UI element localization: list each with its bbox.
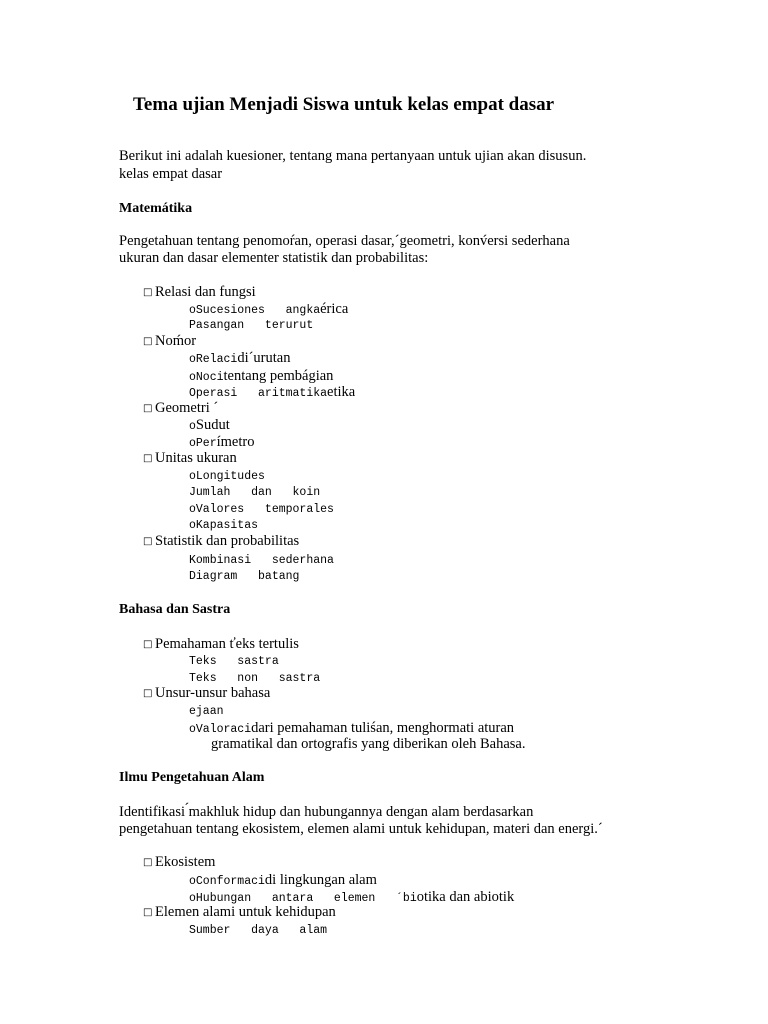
- subtopic-text: ímetro: [216, 434, 255, 450]
- bullet-box: □: [143, 336, 153, 347]
- subtopic-mono-text: oLongitudes: [189, 470, 265, 483]
- subtopic-item: [189, 516, 258, 534]
- bullet-box: □: [143, 857, 153, 868]
- topic-label: Statistik dan probabilitas: [155, 533, 300, 549]
- topic-item: [143, 400, 218, 417]
- topic-label: Noḿor: [155, 333, 197, 349]
- subtopic-item: [189, 417, 230, 435]
- subtopic-mono-text: oNoci: [189, 371, 224, 384]
- section-description: Identifikasi ́makhluk hidup dan hubungannya dengan alam berdasarkan: [119, 804, 534, 820]
- section-description: Pengetahuan tentang penomoŕan, operasi dasar,´geometri, konv́ersi sederhana: [119, 233, 570, 249]
- subtopic-mono-text: ejaan: [189, 705, 224, 718]
- section-heading-matematika: Matemátika: [119, 201, 193, 216]
- section-heading-bahasa: Bahasa dan Sastra: [119, 602, 231, 617]
- bullet-box: □: [143, 688, 153, 699]
- subtopic-mono-text: Diagram batang: [189, 570, 300, 583]
- topic-label: Pemahaman ťeks tertulis: [155, 636, 299, 652]
- subtopic-text: di´urutan: [237, 350, 291, 366]
- topic-label: Elemen alami untuk kehidupan: [155, 904, 336, 920]
- topic-item: [143, 685, 270, 702]
- subtopic-mono-text: Pasangan terurut: [189, 319, 314, 332]
- bullet-box: □: [143, 907, 153, 918]
- bullet-box: □: [143, 639, 153, 650]
- subtopic-item: [189, 483, 320, 501]
- topic-label: Relasi dan fungsi: [155, 284, 256, 300]
- subtopic-text: etika: [327, 384, 356, 400]
- subtopic-mono-text: oHubungan antara elemen ´bi: [189, 892, 417, 905]
- subtopic-item: [189, 652, 279, 670]
- bullet-box: □: [143, 287, 153, 298]
- subtopic-mono-text: Jumlah dan koin: [189, 486, 321, 499]
- subtopic-mono-text: oSucesiones angka: [189, 304, 321, 317]
- topic-label: Geometri ´: [155, 400, 219, 416]
- topic-item: [143, 533, 299, 550]
- intro-line: Berikut ini adalah kuesioner, tentang mana pertanyaan untuk ujian akan disusun.: [119, 148, 587, 164]
- subtopic-text: Sudut: [195, 417, 230, 433]
- topic-label: Unsur-unsur bahasa: [155, 685, 271, 701]
- bullet-box: □: [143, 453, 153, 464]
- topic-label: Unitas ukuran: [155, 450, 237, 466]
- subtopic-item: [189, 350, 290, 368]
- subtopic-item: [189, 872, 377, 890]
- intro-line: kelas empat dasar: [119, 166, 223, 182]
- subtopic-item: [189, 567, 299, 585]
- bullet-box: □: [143, 403, 153, 414]
- subtopic-text: tentang pembágian: [223, 368, 334, 384]
- subtopic-mono-text: Sumber daya alam: [189, 924, 328, 937]
- topic-item: [143, 284, 256, 301]
- section-heading-ipa: Ilmu Pengetahuan Alam: [119, 770, 265, 785]
- subtopic-item: [189, 921, 327, 939]
- section-description: ukuran dan dasar elementer statistik dan probabilitas:: [119, 250, 429, 266]
- topic-item: [143, 636, 299, 653]
- subtopic-mono-text: Teks sastra: [189, 655, 279, 668]
- subtopic-mono-text: Kombinasi sederhana: [189, 554, 334, 567]
- topic-item: [143, 450, 237, 467]
- section-description: pengetahuan tentang ekosistem, elemen alami untuk kehidupan, materi dan energi.´: [119, 821, 603, 837]
- subtopic-mono-text: oPer: [189, 437, 217, 450]
- subtopic-mono-text: oRelaci: [189, 353, 238, 366]
- subtopic-text: érica: [320, 301, 349, 317]
- subtopic-mono-text: oValoraci: [189, 723, 252, 736]
- bullet-box: □: [143, 536, 153, 547]
- subtopic-text: di lingkungan alam: [264, 872, 377, 888]
- topic-label: Ekosistem: [155, 854, 216, 870]
- topic-item: [143, 854, 215, 871]
- subtopic-mono-text: o: [189, 420, 196, 433]
- subtopic-text: otika dan abiotik: [416, 889, 515, 905]
- topic-item: [143, 904, 336, 921]
- subtopic-text: dari pemahaman tuliśan, menghormati aturan: [251, 720, 515, 736]
- subtopic-item: [189, 702, 224, 720]
- subtopic-mono-text: Operasi aritmatika: [189, 387, 328, 400]
- document-title: Tema ujian Menjadi Siswa untuk kelas empat dasar: [133, 94, 555, 115]
- subtopic-mono-text: Teks non sastra: [189, 672, 321, 685]
- topic-item: [143, 333, 196, 350]
- subtopic-mono-text: oKapasitas: [189, 519, 259, 532]
- subtopic-mono-text: oConformaci: [189, 875, 265, 888]
- subtopic-continuation: gramatikal dan ortografis yang diberikan oleh Bahasa.: [211, 736, 526, 752]
- subtopic-mono-text: oValores temporales: [189, 503, 334, 516]
- subtopic-item: [189, 316, 313, 334]
